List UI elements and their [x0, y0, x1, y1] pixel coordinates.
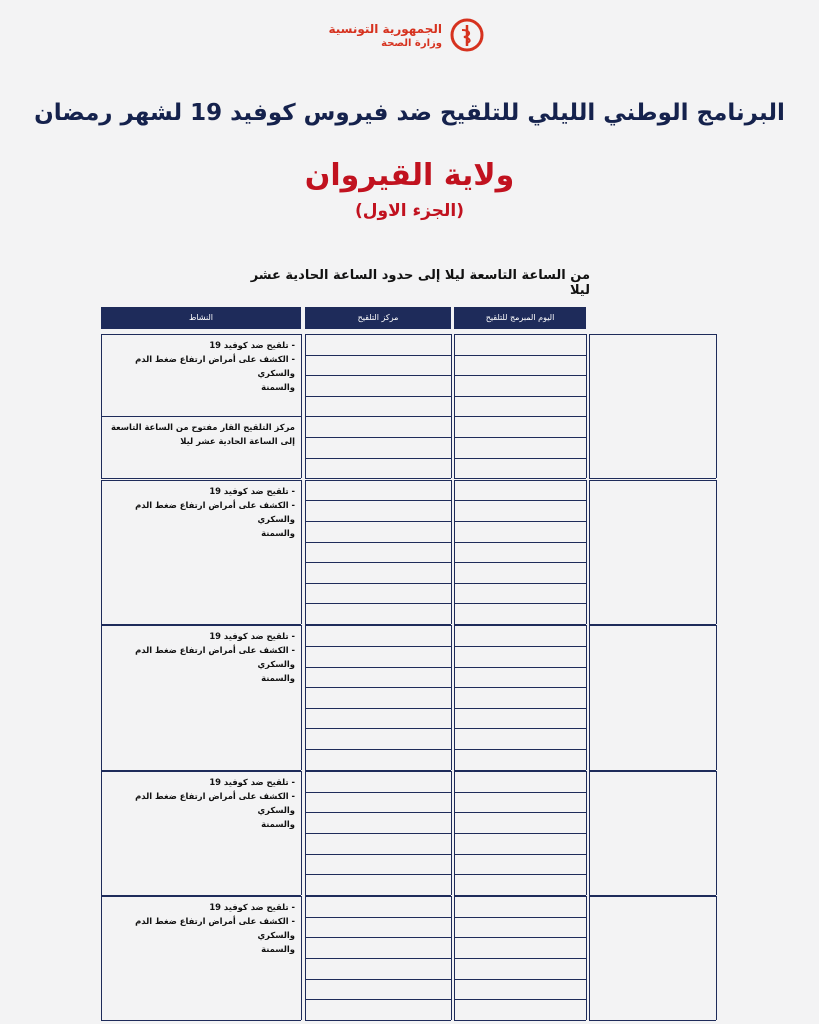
- row-border: [305, 999, 451, 1000]
- row-border: [305, 771, 451, 772]
- region-border: [589, 771, 716, 772]
- column-border: [586, 334, 587, 478]
- governorate-title: ولاية القيروان: [304, 158, 515, 193]
- column-border: [301, 334, 302, 478]
- row-border: [454, 437, 586, 438]
- row-border: [305, 646, 451, 647]
- row-border: [305, 937, 451, 938]
- column-border: [101, 896, 102, 1020]
- row-border: [454, 646, 586, 647]
- row-border: [454, 728, 586, 729]
- column-border: [101, 334, 102, 478]
- ministry-logo: [328, 14, 488, 60]
- activity-border: [101, 1020, 301, 1021]
- activity-line: - تلقيح ضد كوفيد 19: [209, 777, 295, 788]
- part-label: (الجزء الاول): [355, 201, 464, 221]
- row-border: [454, 355, 586, 356]
- row-border: [454, 625, 586, 626]
- row-border: [305, 625, 451, 626]
- health-emblem-icon: [450, 18, 484, 52]
- activity-text: [105, 420, 295, 448]
- activity-line: - الكشف على أمراض ارتفاع ضغط الدم والسكري: [135, 499, 295, 524]
- region-border: [589, 896, 590, 1020]
- region-border: [589, 771, 590, 895]
- row-border: [305, 854, 451, 855]
- column-border: [451, 480, 452, 624]
- row-border: [454, 979, 586, 980]
- row-border: [305, 396, 451, 397]
- row-border: [454, 334, 586, 335]
- region-border: [716, 771, 717, 895]
- row-border: [454, 562, 586, 563]
- header-activity: النشاط: [101, 307, 301, 329]
- activity-border: [101, 416, 301, 417]
- row-border: [305, 416, 451, 417]
- row-border: [305, 542, 451, 543]
- row-border: [454, 458, 586, 459]
- row-border: [454, 833, 586, 834]
- row-border: [305, 708, 451, 709]
- region-border: [589, 334, 590, 478]
- row-border: [454, 771, 586, 772]
- activity-line: - الكشف على أمراض ارتفاع ضغط الدم والسكري: [135, 645, 295, 670]
- activity-border: [101, 896, 301, 897]
- region-border: [589, 480, 590, 624]
- activity-line: - تلقيح ضد كوفيد 19: [209, 902, 295, 913]
- row-border: [305, 375, 451, 376]
- row-border: [454, 375, 586, 376]
- activity-line: والسمنة: [261, 527, 295, 538]
- activity-line: والسمنة: [261, 673, 295, 684]
- column-border: [305, 334, 306, 478]
- region-border: [716, 334, 717, 478]
- row-border: [305, 812, 451, 813]
- row-border: [305, 603, 451, 604]
- row-border: [305, 979, 451, 980]
- column-border: [454, 334, 455, 478]
- row-border: [305, 562, 451, 563]
- row-border: [454, 896, 586, 897]
- activity-line: إلى الساعة الحادية عشر ليلا: [180, 436, 295, 447]
- row-border: [454, 937, 586, 938]
- time-note: من الساعة التاسعة ليلا إلى حدود الساعة الحادية عشر ليلا: [250, 268, 590, 298]
- column-border: [101, 480, 102, 624]
- column-border: [301, 896, 302, 1020]
- row-border: [305, 480, 451, 481]
- row-border: [454, 603, 586, 604]
- row-border: [454, 583, 586, 584]
- row-border: [454, 749, 586, 750]
- column-border: [586, 896, 587, 1020]
- activity-line: - تلقيح ضد كوفيد 19: [209, 485, 295, 496]
- column-border: [454, 625, 455, 769]
- column-border: [301, 625, 302, 769]
- activity-line: - الكشف على أمراض ارتفاع ضغط الدم والسكري: [135, 916, 295, 941]
- row-border: [454, 812, 586, 813]
- column-border: [101, 625, 102, 769]
- column-border: [305, 625, 306, 769]
- activity-border: [101, 334, 301, 335]
- logo-line-2: وزارة الصحة: [381, 38, 442, 49]
- row-border: [454, 917, 586, 918]
- column-border: [451, 625, 452, 769]
- activity-line: - تلقيح ضد كوفيد 19: [209, 631, 295, 642]
- row-border: [454, 1020, 586, 1021]
- region-border: [589, 1020, 716, 1021]
- activity-line: - تلقيح ضد كوفيد 19: [209, 340, 295, 350]
- region-border: [589, 334, 716, 335]
- logo-line-1: الجمهورية التونسية: [328, 22, 442, 36]
- column-border: [454, 480, 455, 624]
- activity-text: [105, 629, 295, 685]
- logo-text: [328, 22, 442, 50]
- row-border: [305, 874, 451, 875]
- region-border: [589, 625, 590, 769]
- row-border: [454, 396, 586, 397]
- activity-text: [105, 484, 295, 540]
- activity-line: والسمنة: [261, 819, 295, 830]
- row-border: [305, 334, 451, 335]
- row-border: [454, 874, 586, 875]
- region-border: [716, 896, 717, 1020]
- activity-border: [101, 480, 301, 481]
- activity-text: [105, 338, 295, 394]
- row-border: [305, 896, 451, 897]
- row-border: [454, 792, 586, 793]
- activity-border: [101, 771, 301, 772]
- row-border: [305, 728, 451, 729]
- activity-line: - الكشف على أمراض ارتفاع ضغط الدم والسكري: [135, 791, 295, 816]
- row-border: [305, 687, 451, 688]
- row-border: [454, 854, 586, 855]
- header-center: مركز التلقيح: [305, 307, 451, 329]
- row-border: [305, 583, 451, 584]
- row-border: [305, 437, 451, 438]
- row-border: [305, 521, 451, 522]
- row-border: [454, 500, 586, 501]
- column-border: [451, 334, 452, 478]
- page-title: البرنامج الوطني الليلي للتلقيح ضد فيروس كوفيد 19 لشهر رمضان: [34, 100, 785, 126]
- row-border: [454, 542, 586, 543]
- row-border: [305, 355, 451, 356]
- row-border: [454, 480, 586, 481]
- column-border: [451, 896, 452, 1020]
- row-border: [454, 958, 586, 959]
- activity-text: [105, 900, 295, 956]
- row-border: [454, 708, 586, 709]
- column-border: [101, 771, 102, 895]
- activity-line: والسمنة: [261, 944, 295, 955]
- row-border: [305, 917, 451, 918]
- activity-line: والسمنة: [261, 382, 295, 392]
- row-border: [305, 958, 451, 959]
- column-border: [586, 771, 587, 895]
- row-border: [305, 458, 451, 459]
- header-day: اليوم المبرمج للتلقيح: [454, 307, 586, 329]
- row-border: [305, 749, 451, 750]
- row-border: [454, 667, 586, 668]
- activity-line: - الكشف على أمراض ارتفاع ضغط الدم والسكري: [135, 354, 295, 378]
- row-border: [305, 1020, 451, 1021]
- activity-line: مركز التلقيح القار مفتوح من الساعة التاسعة: [110, 422, 295, 433]
- column-border: [301, 771, 302, 895]
- column-border: [586, 625, 587, 769]
- row-border: [454, 687, 586, 688]
- row-border: [305, 792, 451, 793]
- region-border: [589, 896, 716, 897]
- activity-border: [101, 625, 301, 626]
- row-border: [454, 416, 586, 417]
- column-border: [451, 771, 452, 895]
- region-border: [716, 480, 717, 624]
- row-border: [305, 500, 451, 501]
- row-border: [454, 999, 586, 1000]
- row-border: [305, 667, 451, 668]
- region-border: [589, 480, 716, 481]
- column-border: [586, 480, 587, 624]
- region-border: [716, 625, 717, 769]
- row-border: [454, 521, 586, 522]
- column-border: [305, 480, 306, 624]
- region-border: [589, 625, 716, 626]
- column-border: [301, 480, 302, 624]
- row-border: [305, 833, 451, 834]
- activity-text: [105, 775, 295, 831]
